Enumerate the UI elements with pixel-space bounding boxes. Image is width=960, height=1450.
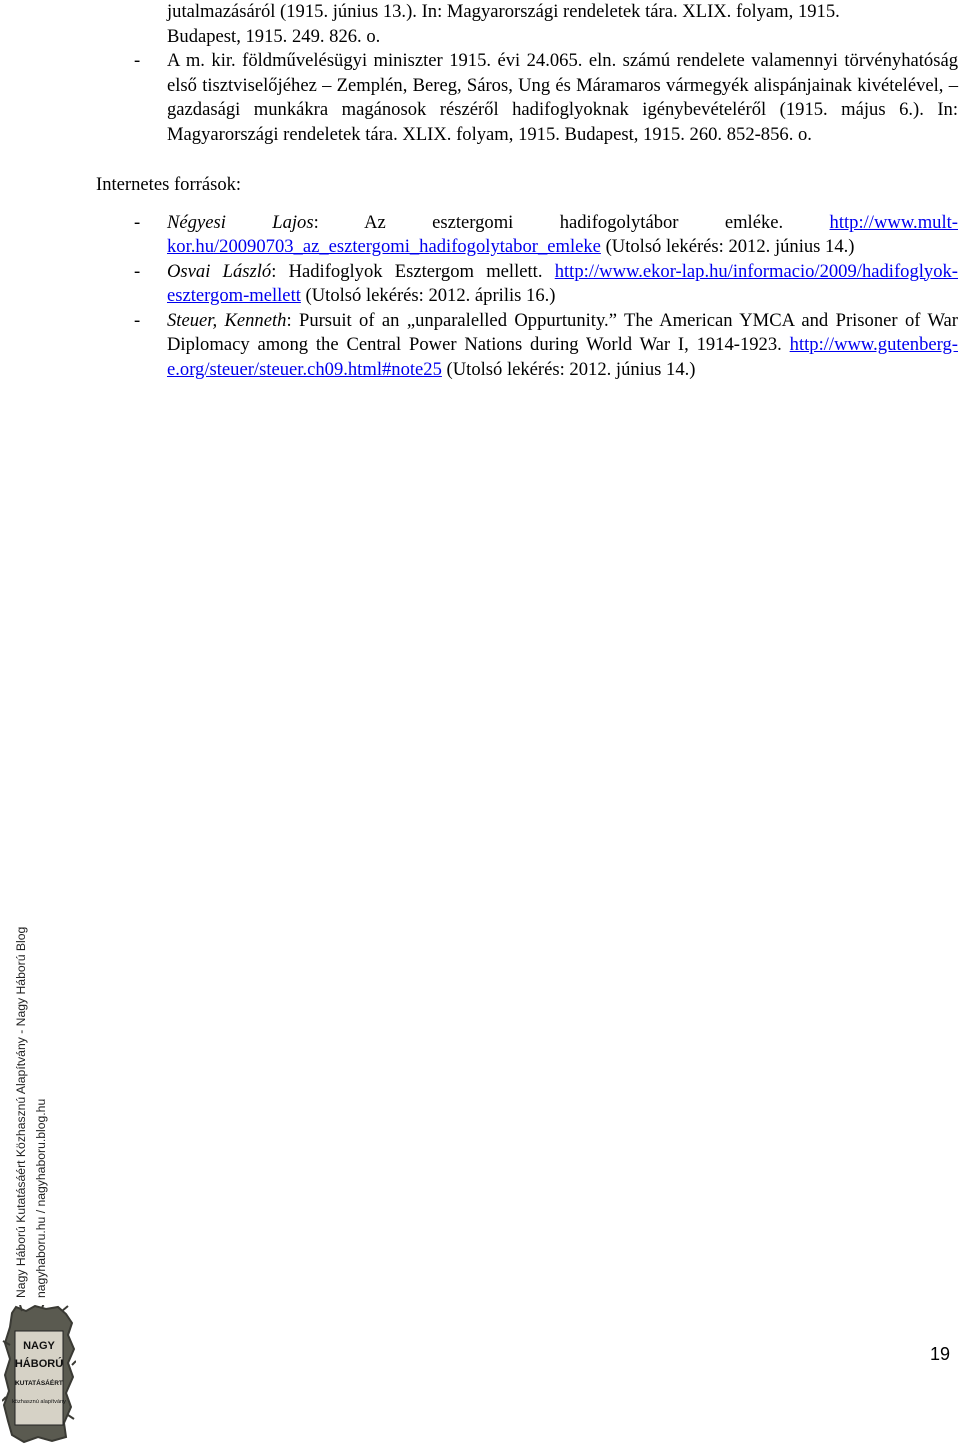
- list-dash: -: [134, 260, 141, 282]
- list-dash: -: [134, 211, 141, 233]
- foundation-logo: [2, 1305, 76, 1445]
- logo-text: KUTATÁSÁÉRT: [15, 1380, 63, 1387]
- website-vertical: nagyhaboru.hu / nagyhaboru.blog.hu: [34, 1098, 48, 1298]
- foundation-sidebar: [0, 926, 58, 1305]
- list-dash: -: [134, 309, 141, 331]
- logo-text: HÁBORÚ: [14, 1358, 64, 1370]
- source-link[interactable]: http://www.gutenberg-e.org/steuer/steuer.ch09.html#note25: [167, 334, 958, 380]
- section-heading: Internetes források:: [96, 174, 242, 195]
- source-author: Négyesi Lajos: [167, 211, 314, 233]
- list-dash: -: [134, 50, 141, 71]
- internet-source-item: [96, 211, 958, 260]
- foundation-name-vertical: Nagy Háború Kutatásáért Közhasznú Alapítvány - Nagy Háború Blog: [14, 926, 28, 1298]
- source-accessed-note: (Utolsó lekérés: 2012. június 14.): [441, 358, 696, 380]
- page-number: 19: [930, 1344, 951, 1364]
- source-title: : Hadifoglyok Esztergom mellett.: [271, 260, 555, 282]
- internet-source-item: [96, 309, 958, 383]
- internet-source-item: [96, 260, 958, 309]
- source-accessed-note: (Utolsó lekérés: 2012. április 16.): [300, 285, 556, 306]
- logo-text: NAGY: [23, 1340, 55, 1352]
- source-author: Osvai László: [167, 260, 272, 282]
- reference-item: [96, 49, 958, 147]
- source-title: : Pursuit of an „unparalelled Oppurtunity.” The American YMCA and Prisoner of War Diplomacy among the Central Power Nations during World War I, 1914-1923.: [167, 309, 958, 355]
- source-link[interactable]: http://www.ekor-lap.hu/informacio/2009/hadifoglyok-esztergom-mellett: [167, 260, 958, 306]
- references-content: [96, 0, 958, 382]
- source-accessed-note: (Utolsó lekérés: 2012. június 14.): [600, 236, 855, 257]
- logo-text: közhasznú alapítvány: [12, 1399, 66, 1405]
- reference-line: jutalmazásáról (1915. június 13.). In: Magyarországi rendeletek tára. XLIX. folyam, 1915.: [167, 1, 840, 22]
- source-link[interactable]: http://www.mult-kor.hu/20090703_az_esztergomi_hadifogolytabor_emleke: [167, 211, 958, 257]
- reference-continuation: [96, 0, 958, 49]
- foundation-logo-graphic: [2, 1305, 76, 1445]
- reference-text: A m. kir. földművelésügyi miniszter 1915. évi 24.065. eln. számú rendelete valamennyi törvényhatóság első tisztviselőjéhez – Zemplén, Bereg, Sáros, Ung és Máramaros vármegyék alispánjainak kivételével, – gazdasági munkákra magánosok részéről hadifoglyoknak igénybevételéről (1915. május 6.). In: Magyarországi rendeletek tára. XLIX. folyam, 1915. Budapest, 1915. 260. 852-856. o.: [167, 50, 958, 145]
- reference-line: Budapest, 1915. 249. 826. o.: [167, 25, 381, 47]
- source-author: Steuer, Kenneth: [167, 309, 287, 331]
- source-title: : Az esztergomi hadifogolytábor emléke.: [313, 211, 830, 233]
